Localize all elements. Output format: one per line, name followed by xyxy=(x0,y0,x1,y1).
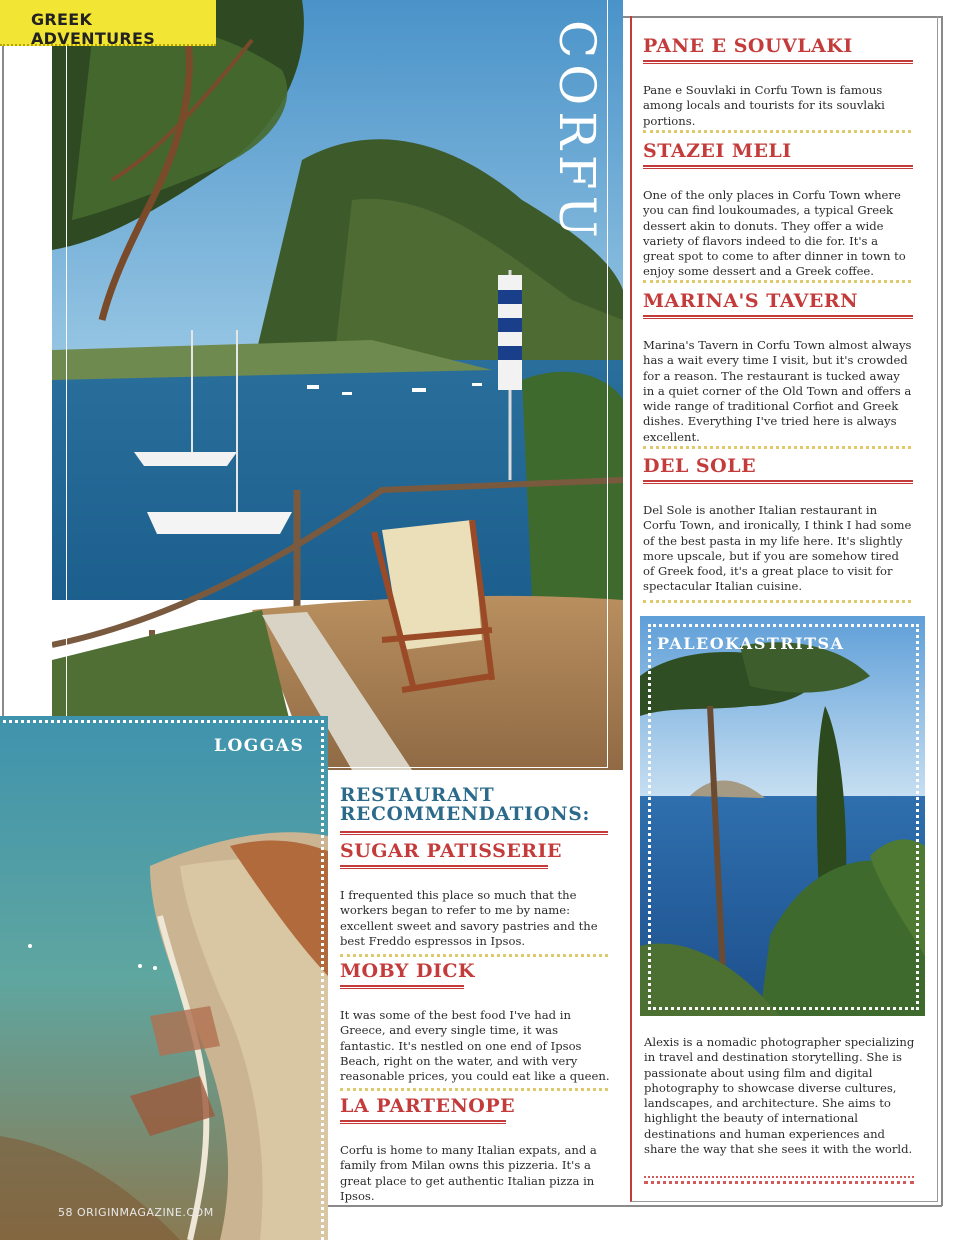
dotted-divider xyxy=(643,600,911,603)
restaurant-marinas-tavern xyxy=(643,290,913,445)
dotted-divider xyxy=(340,954,608,957)
title-rule xyxy=(643,165,913,169)
loggas-beach-photo xyxy=(0,716,328,1240)
restaurant-description: Marina's Tavern in Corfu Town almost always has a wait every time I visit, but it's crowded for a reason. The restaurant is tucked away in a quiet corner of the Old Town and offers a wide range of traditional Corfiot and Greek dishes. Everything I've tried here is always excellent. xyxy=(643,338,912,444)
title-rule xyxy=(643,60,913,64)
restaurant-description: I frequented this place so much that the workers began to refer to me by name: excellent sweet and savory pastries and the best Freddo espressos in Ipsos. xyxy=(340,888,598,948)
dotted-divider xyxy=(643,280,911,283)
section-tag xyxy=(0,0,216,46)
title-rule xyxy=(643,480,913,484)
recommendations-header-rule xyxy=(340,831,608,835)
title-rule xyxy=(340,1120,506,1124)
page-title: CORFU xyxy=(548,20,606,244)
restaurant-description: One of the only places in Corfu Town where you can find loukoumades, a typical Greek dessert akin to donuts. They offer a wide variety of flavors indeed to die for. It's a great spot to come to after dinner in town to enjoy some dessert and a Greek coffee. xyxy=(643,188,906,279)
restaurant-description: It was some of the best food I've had in Greece, and every single time, it was fantastic. It's nestled on one end of Ipsos Beach, right on the water, and with very reasonable prices, you could eat like a queen. xyxy=(340,1008,610,1084)
photographer-bio xyxy=(644,1035,916,1157)
restaurant-name: PANE E SOUVLAKI xyxy=(643,35,853,57)
restaurant-description: Corfu is home to many Italian expats, and a family from Milan owns this pizzeria. It's a great place to get authentic Italian pizza in Ipsos. xyxy=(340,1143,597,1203)
loggas-photo-label: LOGGAS xyxy=(214,736,305,756)
restaurant-pane-e-souvlaki xyxy=(643,35,913,129)
restaurant-del-sole xyxy=(643,455,913,595)
restaurant-name: MOBY DICK xyxy=(340,960,475,982)
recommendations-header-line2: RECOMMENDATIONS: xyxy=(340,804,591,825)
bio-text: Alexis is a nomadic photographer specializing in travel and destination storytelling. She is passionate about using film and digital photography to showcase diverse cultures, landscapes, and architecture. She aims to highlight the beauty of international destinations and human experiences and share the way that she sees it with the world. xyxy=(644,1035,915,1157)
recommendations-header-line1: RESTAURANT xyxy=(340,785,495,806)
paleokastritsa-photo-label: PALEOKASTRITSA xyxy=(657,634,845,653)
restaurant-name: LA PARTENOPE xyxy=(340,1095,516,1117)
restaurant-sugar-patisserie xyxy=(340,840,608,949)
dotted-divider xyxy=(643,130,911,133)
recommendations-header xyxy=(340,786,590,824)
restaurant-la-partenope xyxy=(340,1095,616,1204)
dotted-divider xyxy=(340,1088,608,1091)
restaurant-name: SUGAR PATISSERIE xyxy=(340,840,562,862)
bio-dotted-rule xyxy=(644,1176,914,1184)
paleokastritsa-photo xyxy=(640,616,925,1016)
section-tag-label: GREEK ADVENTURES xyxy=(31,10,156,48)
corfu-bay-photo xyxy=(52,0,623,770)
title-rule xyxy=(340,865,548,869)
restaurant-name: MARINA'S TAVERN xyxy=(643,290,859,312)
frame-bottom-line xyxy=(328,1205,942,1207)
restaurant-description: Pane e Souvlaki in Corfu Town is famous among locals and tourists for its souvlaki portions. xyxy=(643,83,885,128)
dotted-divider xyxy=(643,446,911,449)
restaurant-stazei-meli xyxy=(643,140,913,280)
frame-left-line xyxy=(2,46,4,718)
page-footer: 58 ORIGINMAGAZINE.COM xyxy=(58,1206,214,1219)
title-rule xyxy=(643,315,913,319)
restaurant-moby-dick xyxy=(340,960,612,1084)
restaurant-description: Del Sole is another Italian restaurant in Corfu Town, and ironically, I think I had some of the best pasta in my life here. It's slightly more upscale, but if you are somehow tired of Greek food, it's a great place to visit for spectacular Italian cuisine. xyxy=(643,503,912,594)
restaurant-name: DEL SOLE xyxy=(643,455,757,477)
frame-right-line xyxy=(941,16,943,1206)
restaurant-name: STAZEI MELI xyxy=(643,140,792,162)
title-rule xyxy=(340,985,464,989)
